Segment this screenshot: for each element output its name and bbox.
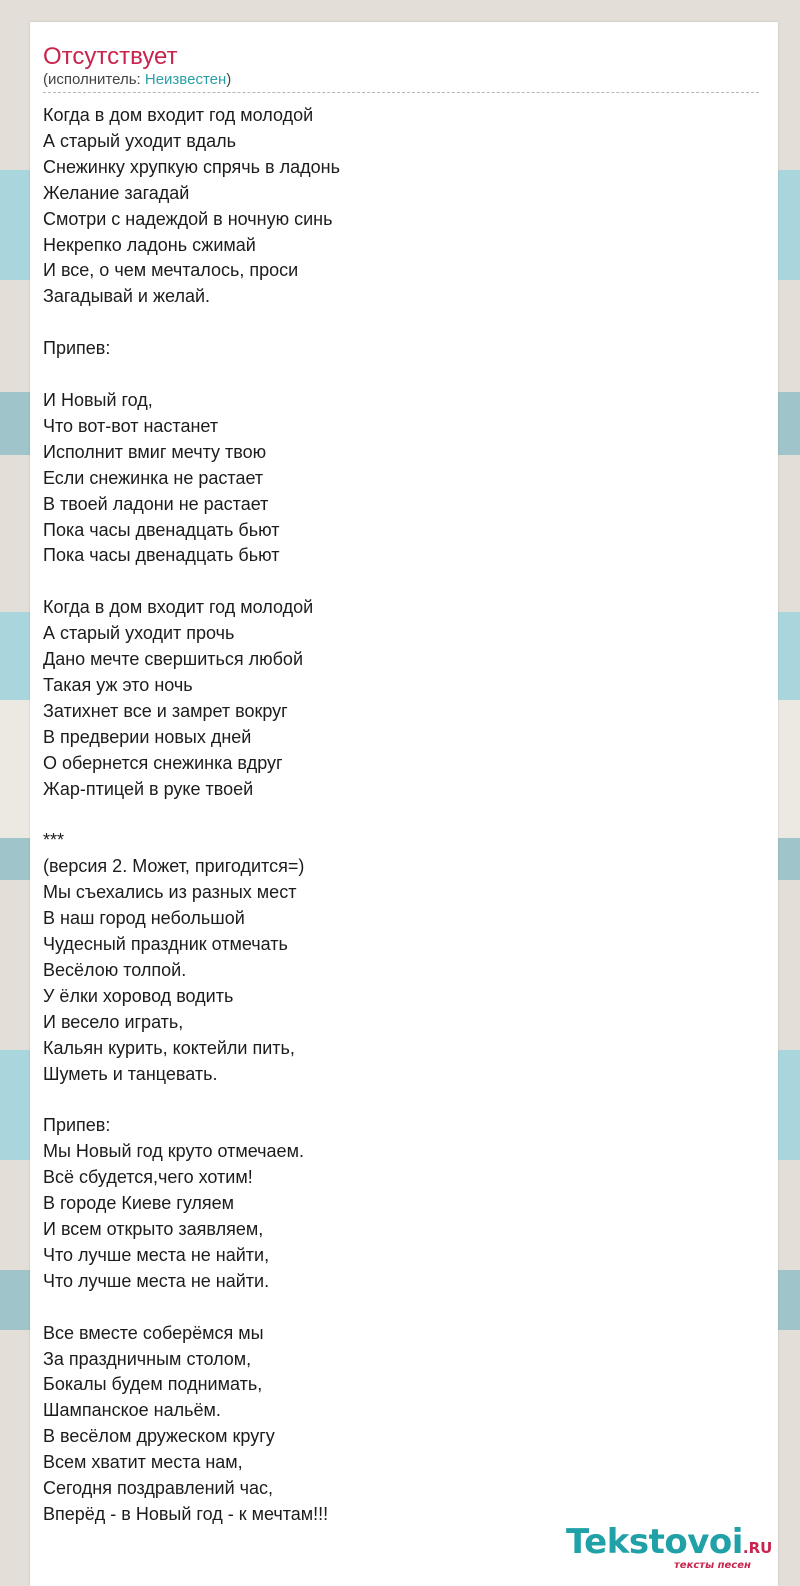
- song-title: Отсутствует: [43, 43, 178, 70]
- logo-domain: .RU: [742, 1539, 773, 1557]
- artist-suffix: ): [226, 71, 232, 88]
- artist-prefix: (исполнитель:: [43, 71, 145, 88]
- divider: [43, 92, 759, 93]
- site-logo[interactable]: [566, 1522, 773, 1571]
- logo-tagline: тексты песен: [674, 1560, 751, 1571]
- logo-text: Tekstovoi: [566, 1522, 743, 1562]
- artist-line: [43, 71, 231, 88]
- artist-link[interactable]: Неизвестен: [144, 71, 227, 88]
- lyrics-text: Когда в дом входит год молодой А старый уходит вдаль Снежинку хрупкую спрячь в ладонь Желание загадай Смотри с надеждой в ночную синь Некрепко ладонь сжимай И все, о чем мечталось, проси Загадывай и желай. Припев: И Новый год, Что вот-вот настанет Исполнит вмиг мечту твою Если снежинка не растает В твоей ладони не растает Пока часы двенадцать бьют Пока часы двенадцать бьют Когда в дом входит год молодой А старый уходит прочь Дано мечте свершиться любой Такая уж это ночь Затихнет все и замрет вокруг В предверии новых дней О обернется снежинка вдруг Жар-птицей в руке твоей *** (версия 2. Может, пригодится=) Мы съехались из разных мест В наш город небольшой Чудесный праздник отмечать Весёлою толпой. У ёлки хоровод водить И весело играть, Кальян курить, коктейли пить, Шуметь и танцевать. Припев: Мы Новый год круто отмечаем. Всё сбудется,чего хотим! В городе Киеве гуляем И всем открыто заявляем, Что лучше места не найти, Что лучше места не найти. Все вместе соберёмся мы За праздничным столом, Бокалы будем поднимать, Шампанское нальём. В весёлом дружеском кругу Всем хватит места нам, Сегодня поздравлений час, Вперёд - в Новый год - к мечтам!!!: [43, 105, 340, 1524]
